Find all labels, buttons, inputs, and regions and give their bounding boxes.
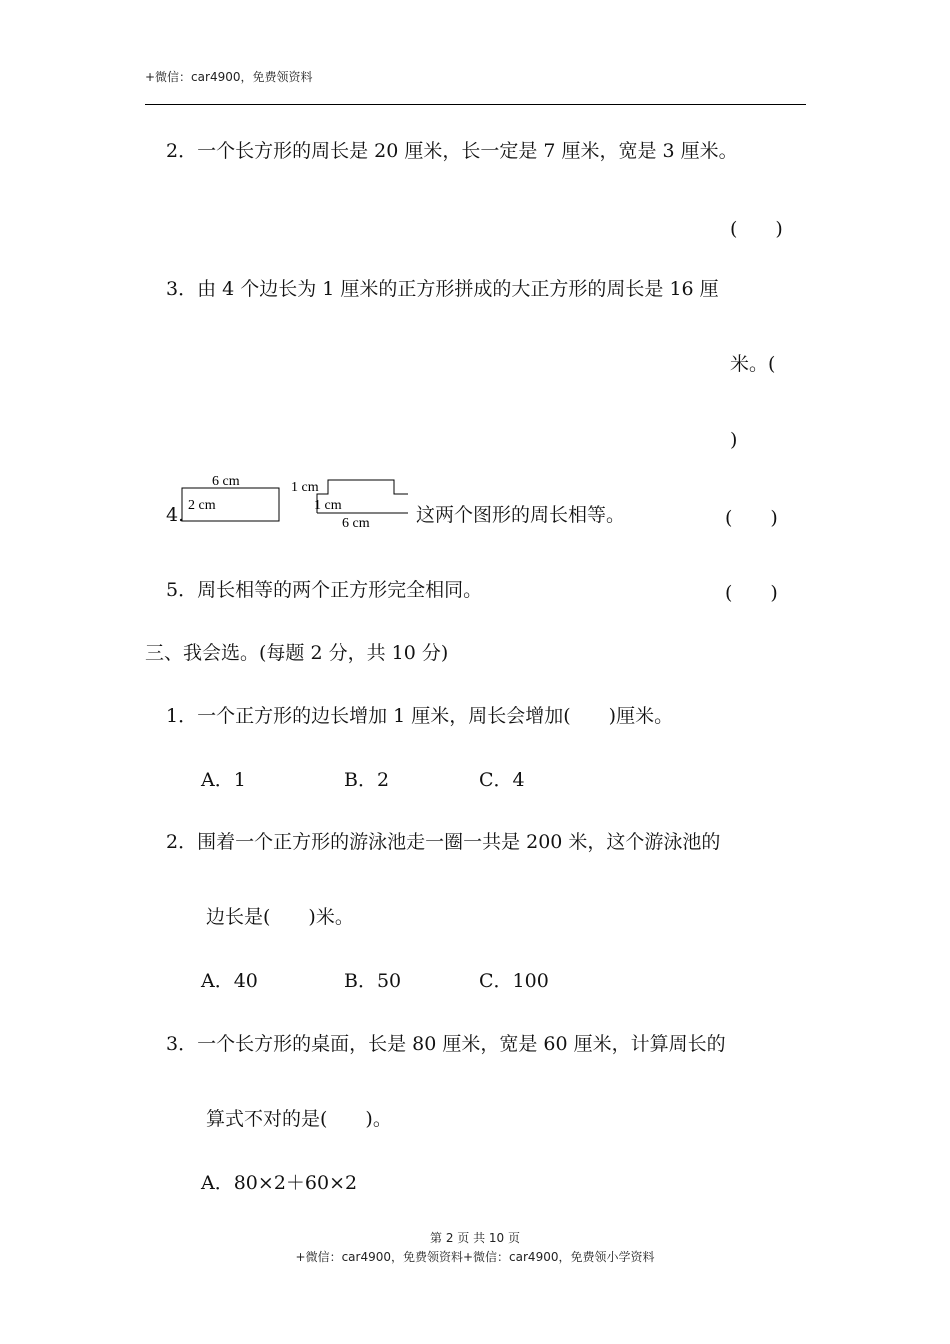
- judge-q3-line3: ): [730, 429, 738, 451]
- judge-q4-text: 这两个图形的周长相等。: [416, 504, 626, 526]
- step-bottom-label: 6 cm: [342, 516, 370, 531]
- footer-page-number: 第 2 页 共 10 页: [430, 1231, 520, 1245]
- choice-q2-line1: 2．围着一个正方形的游泳池走一圈一共是 200 米，这个游泳池的: [166, 831, 721, 853]
- choice-q1-option-a: A．1: [201, 769, 246, 791]
- choice-q1-text: 1．一个正方形的边长增加 1 厘米，周长会增加( )厘米。: [166, 705, 674, 727]
- choice-q2-option-b: B．50: [344, 970, 402, 992]
- header-divider: [145, 104, 806, 105]
- rect-side-label: 2 cm: [188, 498, 216, 513]
- judge-q2-answer-paren: ( ): [730, 218, 783, 240]
- header-note: +微信：car4900，免费领资料: [145, 70, 313, 84]
- judge-q5-answer-paren: ( ): [725, 582, 778, 604]
- choice-q3-option-a: A．80×2＋60×2: [201, 1172, 358, 1194]
- judge-q4-answer-paren: ( ): [725, 507, 778, 529]
- choice-q1-option-c: C．4: [479, 769, 525, 791]
- judge-q4-number: 4.: [166, 504, 185, 526]
- footer-note: +微信：car4900，免费领资料+微信：car4900，免费领小学资料: [295, 1250, 655, 1264]
- choice-q1-option-b: B．2: [344, 769, 390, 791]
- choice-q3-line2: 算式不对的是( )。: [206, 1108, 392, 1130]
- judge-q5-text: 5．周长相等的两个正方形完全相同。: [166, 579, 483, 601]
- choice-q3-line1: 3．一个长方形的桌面，长是 80 厘米，宽是 60 厘米，计算周长的: [166, 1033, 726, 1055]
- section3-title: 三、我会选。(每题 2 分，共 10 分): [145, 642, 449, 664]
- judge-q3-line2: 米。(: [730, 353, 776, 375]
- choice-q2-line2: 边长是( )米。: [206, 906, 354, 928]
- step-inner-label: 1 cm: [314, 498, 342, 513]
- rect-top-label: 6 cm: [212, 474, 240, 489]
- perimeter-figure: [176, 470, 416, 534]
- step-top-label: 1 cm: [291, 480, 319, 495]
- judge-q3-line1: 3．由 4 个边长为 1 厘米的正方形拼成的大正方形的周长是 16 厘: [166, 278, 719, 300]
- choice-q2-option-c: C．100: [479, 970, 549, 992]
- judge-q2-text: 2．一个长方形的周长是 20 厘米，长一定是 7 厘米，宽是 3 厘米。: [166, 140, 738, 162]
- choice-q2-option-a: A．40: [201, 970, 258, 992]
